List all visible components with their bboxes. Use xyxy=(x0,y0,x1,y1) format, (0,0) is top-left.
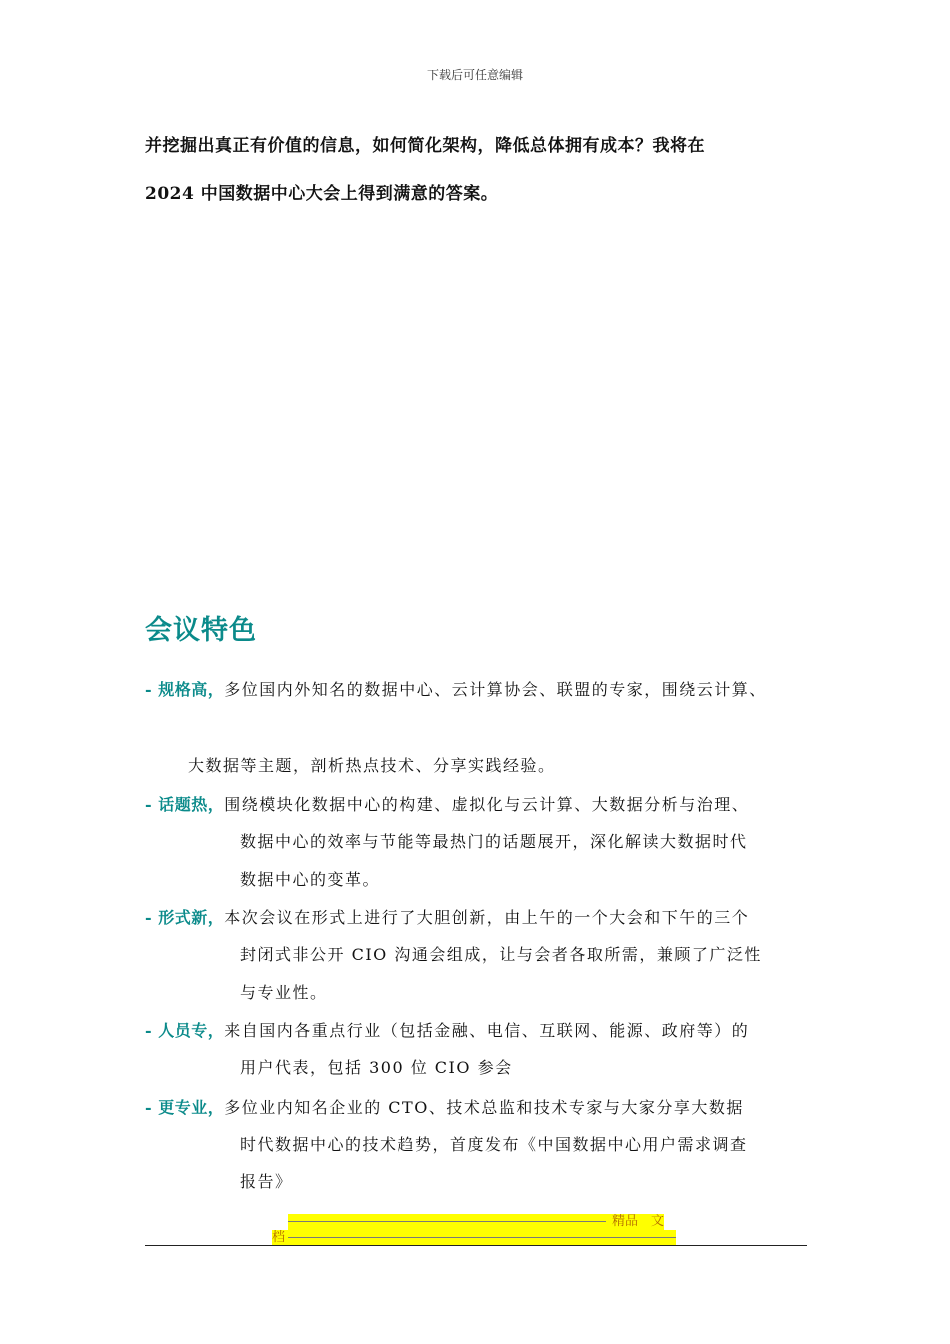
feature-line: 围绕模块化数据中心的构建、虚拟化与云计算、大数据分析与治理、 xyxy=(224,795,750,814)
footer-highlight-top xyxy=(288,1214,664,1230)
feature-line: 多位业内知名企业的 CTO、技术总监和技术专家与大家分享大数据 xyxy=(224,1098,744,1117)
footer-highlight-bottom xyxy=(272,1230,676,1245)
feature-line: 与专业性。 xyxy=(240,983,328,1002)
feature-renyuan xyxy=(145,1018,825,1041)
footer-text-1: 精品 文 xyxy=(611,1214,664,1229)
feature-line: 来自国内各重点行业（包括金融、电信、互联网、能源、政府等）的 xyxy=(224,1021,750,1040)
feature-label: - 更专业， xyxy=(145,1098,225,1117)
feature-xingshi xyxy=(145,905,825,928)
intro-line-1: 并挖掘出真正有价值的信息，如何简化架构，降低总体拥有成本？我将在 xyxy=(145,136,705,156)
feature-label: - 规格高， xyxy=(145,680,225,699)
feature-huati xyxy=(145,792,825,815)
feature-line: 多位国内外知名的数据中心、云计算协会、联盟的专家，围绕云计算、 xyxy=(224,680,767,699)
feature-label: - 话题热， xyxy=(145,795,225,814)
header-note: 下载后可任意编辑 xyxy=(426,68,523,82)
feature-line: 本次会议在形式上进行了大胆创新，由上午的一个大会和下午的三个 xyxy=(224,908,750,927)
feature-label: - 形式新， xyxy=(145,908,225,927)
feature-line: 报告》 xyxy=(240,1172,293,1191)
section-title: 会议特色 xyxy=(145,615,257,646)
feature-line: 时代数据中心的技术趋势，首度发布《中国数据中心用户需求调查 xyxy=(240,1135,748,1154)
feature-line: 大数据等主题，剖析热点技术、分享实践经验。 xyxy=(188,756,556,775)
feature-line: 封闭式非公开 CIO 沟通会组成，让与会者各取所需，兼顾了广泛性 xyxy=(240,945,762,964)
feature-guige xyxy=(145,677,825,700)
feature-label: - 人员专， xyxy=(145,1021,225,1040)
footer-rule xyxy=(145,1245,807,1246)
feature-line: 数据中心的效率与节能等最热门的话题展开，深化解读大数据时代 xyxy=(240,832,748,851)
feature-zhuanye xyxy=(145,1095,825,1118)
footer-dash xyxy=(288,1237,676,1238)
feature-line: 用户代表，包括 300 位 CIO 参会 xyxy=(240,1058,513,1077)
footer-dash xyxy=(288,1221,606,1222)
feature-line: 数据中心的变革。 xyxy=(240,870,381,889)
footer-text-2: 档 xyxy=(272,1230,286,1245)
intro-line-2: 2024 中国数据中心大会上得到满意的答案。 xyxy=(145,184,499,204)
